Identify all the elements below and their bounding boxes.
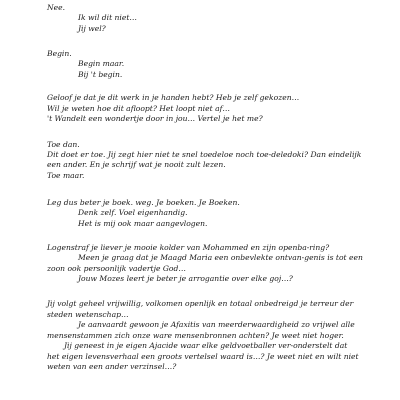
- text-line: mensenstammen zich onze ware mensenbronnen achten? Je weet niet hoger.: [47, 331, 344, 340]
- text-line: Toe dan.: [47, 140, 80, 149]
- text-line: Jij geneest in je eigen Ajacide waar elke geldvoetballer ver-onderstelt dat: [64, 341, 348, 350]
- text-line: Nee.: [47, 3, 66, 12]
- text-line: Ik wil dit niet…: [78, 13, 137, 22]
- text-line: Meen je graag dat je Maagd Maria een onbevlekte ontvan-genis is tot een: [78, 253, 363, 262]
- text-line: Geloof je dat je dit werk in je handen hebt? Heb je zelf gekozen…: [47, 93, 300, 102]
- text-line: Begin maar.: [78, 59, 125, 68]
- text-line: Logenstraf je liever je mooie kolder van Mohammed en zijn openba-ring?: [47, 243, 330, 252]
- text-line: het eigen levensverhaal een groots vertelsel waard is…? Je weet niet en wilt niet: [47, 352, 359, 361]
- text-line: 't Wandelt een wondertje door in jou… Vertel je het me?: [47, 114, 263, 123]
- text-line: zoon ook persoonlijk vadertje God…: [47, 264, 186, 273]
- text-line: Dit doet er toe. Jij zegt hier niet te snel toedeloe noch toe-deledoki? Dan eindelijk: [47, 150, 362, 159]
- text-line: Toe maar.: [47, 171, 85, 180]
- text-line: een ander. En je schrijf wat je nooit zult lezen.: [47, 160, 226, 169]
- text-line: weten van een ander verzinsel…?: [47, 362, 177, 371]
- text-line: Wil je weten hoe dit afloopt? Het loopt niet af…: [47, 104, 230, 113]
- text-line: Jouw Mozes leert je beter je arroganti​e over elke goj…?: [78, 274, 293, 283]
- text-line: Leg dus beter je boek. weg. Je boeken. Je Boeken.: [47, 198, 240, 207]
- text-line: Denk zelf. Voel eigenhandig.: [78, 208, 188, 217]
- text-line: Bij 't begin.: [78, 70, 123, 79]
- text-line: Je aanvaardt gewoon je Afaxitis van meerderwaardigheid zo vrijwel alle: [78, 320, 355, 329]
- text-line: Jij wel?: [78, 24, 106, 33]
- text-line: Jij volgt geheel vrijwillig, volkomen openlijk en totaal onbedreigd je terreur der: [47, 299, 354, 308]
- text-line: Begin.: [47, 49, 72, 58]
- text-line: steden wetenschap…: [47, 310, 129, 319]
- text-line: Het is mij ook maar aangevlogen.: [78, 219, 208, 228]
